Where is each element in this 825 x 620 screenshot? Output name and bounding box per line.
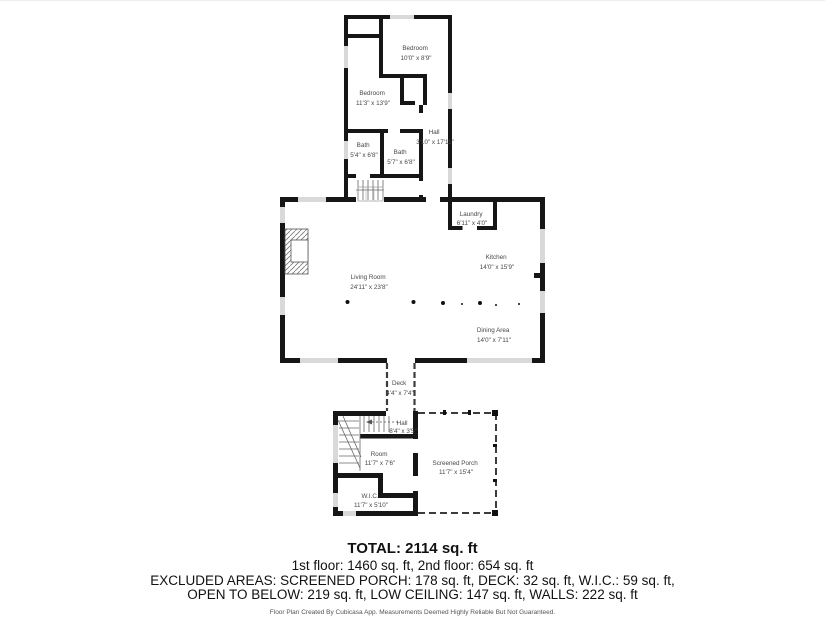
excluded-areas-line-2: OPEN TO BELOW: 219 sq. ft, LOW CEILING: 147 sq. ft, WALLS: 222 sq. ft <box>187 587 638 602</box>
second-floor-walls <box>344 15 452 201</box>
second-floor-stairs <box>356 180 384 200</box>
deck-railing <box>387 363 415 411</box>
room-label-bedroom-2: Bedroom 11'3" x 13'9" <box>355 90 391 107</box>
room-label-bath-2: Bath 5'7" x 6'8" <box>387 149 415 166</box>
room-label-wic: W.I.C. 11'7" x 5'10" <box>353 493 389 509</box>
room-label-dining-area: Dining Area 14'0" x 7'11" <box>476 327 512 344</box>
stairwell-opening <box>358 187 383 201</box>
support-columns <box>346 300 521 306</box>
room-label-bedroom-1: Bedroom 10'0" x 8'9" <box>400 45 432 62</box>
room-label-room: Room 11'7" x 7'6" <box>364 451 396 467</box>
fireplace <box>285 229 308 274</box>
room-label-laundry: Laundry 6'11" x 4'0" <box>456 211 488 227</box>
room-label-hall-upper: Hall 3'10" x 17'11" <box>416 129 454 146</box>
floor-areas: 1st floor: 1460 sq. ft, 2nd floor: 654 sq. ft <box>291 558 534 573</box>
total-area: TOTAL: 2114 sq. ft <box>347 540 478 557</box>
excluded-areas-line-1: EXCLUDED AREAS: SCREENED PORCH: 178 sq. ft, DECK: 32 sq. ft, W.I.C.: 59 sq. ft, <box>150 572 675 588</box>
room-label-hall-lower: Hall 8'4" x 3'5" <box>389 420 417 435</box>
floor-plan-svg <box>0 1 825 536</box>
stair-direction-arrow <box>366 420 398 425</box>
room-label-screened-porch: Screened Porch 11'7" x 15'4" <box>432 460 478 476</box>
room-label-deck: Deck 4'4" x 7'4" <box>386 380 414 397</box>
room-label-living-room: Living Room 24'11" x 23'8" <box>350 274 388 291</box>
disclaimer-text: Floor Plan Created By Cubicasa App. Measurements Deemed Highly Reliable But Not Guaranteed. <box>269 608 556 616</box>
area-summary <box>0 540 825 616</box>
room-label-kitchen: Kitchen 14'0" x 15'9" <box>479 254 515 271</box>
room-label-bath-1: Bath 5'4" x 6'8" <box>350 142 378 159</box>
